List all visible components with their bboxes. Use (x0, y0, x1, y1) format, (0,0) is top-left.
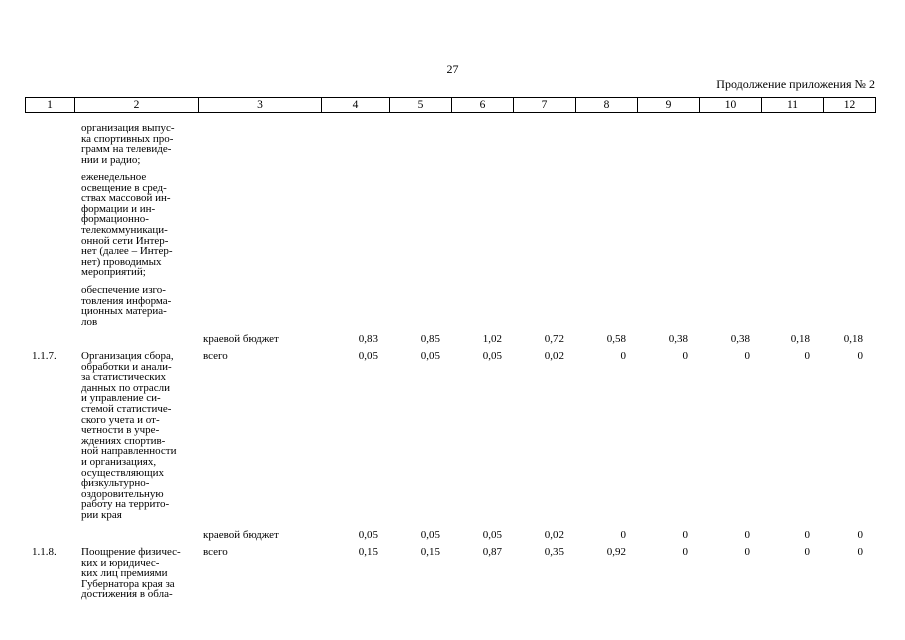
col-header-5: 5 (390, 98, 452, 113)
description-line: мероприятий; (81, 266, 146, 279)
row-value: 0,18 (843, 333, 863, 345)
row-value: 1,02 (482, 333, 502, 345)
page-number: 27 (446, 62, 459, 76)
description-line: обработки и анали- (81, 360, 172, 373)
description-line: и организациях, (81, 455, 157, 468)
row-value: 0,35 (544, 546, 564, 558)
row-value: 0,85 (420, 333, 440, 345)
row-value: 0,83 (358, 333, 378, 345)
row-value: 0 (857, 350, 863, 362)
description-block-1 (81, 123, 199, 165)
col-header-8: 8 (576, 98, 638, 113)
description-line: работу на террито- (81, 498, 170, 511)
row-value: 0,38 (668, 333, 688, 345)
description-line: Губернатора края за (81, 577, 175, 590)
description-line: обеспечение изго- (81, 284, 166, 296)
description-line: ствах массовой ин- (81, 192, 171, 205)
description-line: рии края (81, 508, 122, 521)
description-line: ких и юридичес- (81, 556, 160, 569)
description-line: нет (далее – Интер- (81, 245, 173, 258)
description-line: онной сети Интер- (81, 234, 169, 247)
row-value: 0,05 (482, 529, 502, 541)
row-value: 0 (744, 546, 750, 558)
description-line: ждениях спортив- (81, 434, 166, 447)
col-header-6: 6 (452, 98, 514, 113)
col-header-9: 9 (638, 98, 700, 113)
row-value: 0,87 (482, 546, 502, 558)
col-header-11: 11 (762, 98, 824, 113)
row-value: 0,05 (420, 529, 440, 541)
description-line: товления информа- (81, 294, 172, 307)
col-header-10: 10 (700, 98, 762, 113)
description-line: еженедельное (81, 171, 147, 183)
description-line: ка спортивных про- (81, 132, 174, 145)
description-line: освещение в сред- (81, 181, 167, 194)
row-value: 0,02 (544, 350, 564, 362)
row-value: 0,15 (420, 546, 440, 558)
row-value: 0,18 (790, 333, 810, 345)
row-source: всего (203, 546, 228, 558)
row-description (81, 547, 199, 600)
continuation-note: Продолжение приложения № 2 (716, 77, 875, 91)
row-source: краевой бюджет (203, 529, 279, 541)
row-code: 1.1.7. (32, 350, 57, 362)
description-block-2 (81, 172, 199, 278)
row-value: 0,58 (606, 333, 626, 345)
col-header-3: 3 (199, 98, 322, 113)
row-value: 0,92 (606, 546, 626, 558)
description-line: Поощрение физичес- (81, 546, 181, 558)
row-value: 0,05 (420, 350, 440, 362)
row-value: 0,38 (730, 333, 750, 345)
description-line: оздоровительную (81, 487, 164, 500)
row-value: 0 (857, 529, 863, 541)
row-value: 0,15 (358, 546, 378, 558)
description-line: формационно- (81, 213, 149, 226)
row-value: 0 (620, 529, 626, 541)
row-value: 0,02 (544, 529, 564, 541)
description-line: нет) проводимых (81, 255, 162, 268)
row-value: 0,05 (482, 350, 502, 362)
description-line: ной направленности (81, 445, 177, 458)
description-line: нии и радио; (81, 153, 141, 166)
row-description (81, 351, 199, 521)
description-line: Организация сбора, (81, 350, 174, 362)
description-line: и управление си- (81, 392, 161, 405)
column-number-header (25, 97, 876, 113)
col-header-12: 12 (824, 98, 876, 113)
row-value: 0 (744, 350, 750, 362)
row-source: всего (203, 350, 228, 362)
description-line: ского учета и от- (81, 413, 160, 426)
description-line: стемой статистиче- (81, 402, 172, 415)
row-source: краевой бюджет (203, 333, 279, 345)
row-value: 0 (682, 350, 688, 362)
col-header-7: 7 (514, 98, 576, 113)
row-value: 0 (804, 546, 810, 558)
row-value: 0 (744, 529, 750, 541)
row-value: 0,05 (358, 350, 378, 362)
description-line: ких лиц премиями (81, 567, 168, 580)
col-header-2: 2 (75, 98, 199, 113)
description-block-3 (81, 285, 199, 327)
description-line: четности в учре- (81, 424, 160, 437)
row-value: 0 (857, 546, 863, 558)
row-value: 0 (804, 350, 810, 362)
row-value: 0 (804, 529, 810, 541)
description-line: за статистических (81, 371, 166, 384)
col-header-1: 1 (26, 98, 75, 113)
row-value: 0 (682, 529, 688, 541)
description-line: телекоммуникаци- (81, 223, 168, 236)
description-line: лов (81, 315, 98, 328)
description-line: физкультурно- (81, 477, 150, 490)
description-line: формации и ин- (81, 202, 156, 215)
description-line: данных по отрасли (81, 381, 170, 394)
row-value: 0,72 (544, 333, 564, 345)
row-value: 0 (682, 546, 688, 558)
description-line: организация выпус- (81, 122, 175, 134)
description-line: грамм на телевиде- (81, 143, 172, 156)
description-line: осуществляющих (81, 466, 164, 479)
row-value: 0 (620, 350, 626, 362)
description-line: ционных материа- (81, 305, 167, 318)
col-header-4: 4 (322, 98, 390, 113)
row-value: 0,05 (358, 529, 378, 541)
row-code: 1.1.8. (32, 546, 57, 558)
description-line: достижения в обла- (81, 588, 173, 601)
